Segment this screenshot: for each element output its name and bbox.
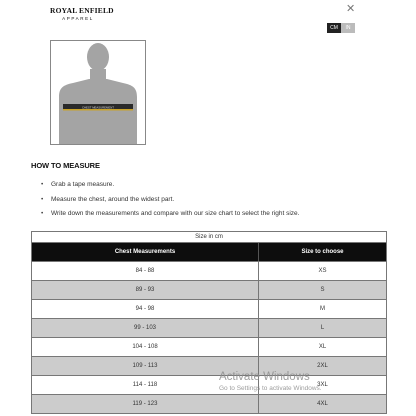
chest-band-label: CHEST MEASUREMENT bbox=[82, 105, 114, 110]
measure-illustration bbox=[50, 40, 146, 145]
watermark-title: Activate Windows bbox=[219, 371, 310, 383]
table-row bbox=[32, 395, 386, 413]
chest-range-cell: 89 - 93 bbox=[32, 281, 259, 299]
table-row bbox=[32, 262, 386, 281]
table-row bbox=[32, 376, 386, 395]
size-cell: S bbox=[320, 287, 325, 293]
table-row bbox=[32, 300, 386, 319]
chest-range-cell: 99 - 103 bbox=[32, 319, 259, 337]
table-row bbox=[32, 357, 386, 376]
chest-range-cell: 114 - 118 bbox=[32, 376, 259, 394]
torso-shape bbox=[59, 79, 137, 144]
chest-range-cell: 84 - 88 bbox=[32, 262, 259, 280]
unit-in-button[interactable]: IN bbox=[341, 23, 355, 33]
measure-step: • Grab a tape measure. bbox=[41, 180, 299, 195]
size-cell: 3XL bbox=[317, 382, 328, 388]
chest-range-cell: 109 - 113 bbox=[32, 357, 259, 375]
measure-steps-list bbox=[41, 180, 299, 224]
size-cell: XL bbox=[318, 344, 327, 350]
unit-toggle bbox=[327, 23, 355, 33]
size-cell: L bbox=[320, 325, 325, 331]
watermark-subtitle: Go to Settings to activate Windows. bbox=[219, 385, 322, 392]
torso-figure bbox=[51, 41, 145, 144]
size-table-caption: Size in cm bbox=[32, 232, 386, 243]
unit-cm-button[interactable]: CM bbox=[327, 23, 341, 33]
brand-subtitle: APPAREL bbox=[62, 16, 94, 21]
size-cell: 4XL bbox=[317, 401, 328, 407]
size-chart-table bbox=[31, 231, 387, 414]
table-row bbox=[32, 338, 386, 357]
table-header-row bbox=[32, 243, 386, 262]
chest-range-cell: 119 - 123 bbox=[32, 395, 259, 413]
size-cell: XS bbox=[318, 268, 327, 274]
table-row bbox=[32, 319, 386, 338]
close-icon[interactable]: ✕ bbox=[346, 3, 356, 15]
brand-logo bbox=[50, 6, 114, 21]
column-header-chest: Chest Measurements bbox=[32, 243, 259, 261]
how-to-measure-title: HOW TO MEASURE bbox=[31, 161, 100, 170]
chest-range-cell: 94 - 98 bbox=[32, 300, 259, 318]
head-shape bbox=[87, 43, 109, 71]
size-cell: M bbox=[320, 306, 325, 312]
measure-step: • Measure the chest, around the widest part. bbox=[41, 195, 299, 210]
chest-range-cell: 104 - 108 bbox=[32, 338, 259, 356]
column-header-size: Size to choose bbox=[301, 249, 344, 255]
brand-name: ROYAL ENFIELD bbox=[50, 6, 114, 15]
size-cell: 2XL bbox=[317, 363, 328, 369]
measure-step: • Write down the measurements and compare with our size chart to select the right size. bbox=[41, 209, 299, 224]
table-row bbox=[32, 281, 386, 300]
